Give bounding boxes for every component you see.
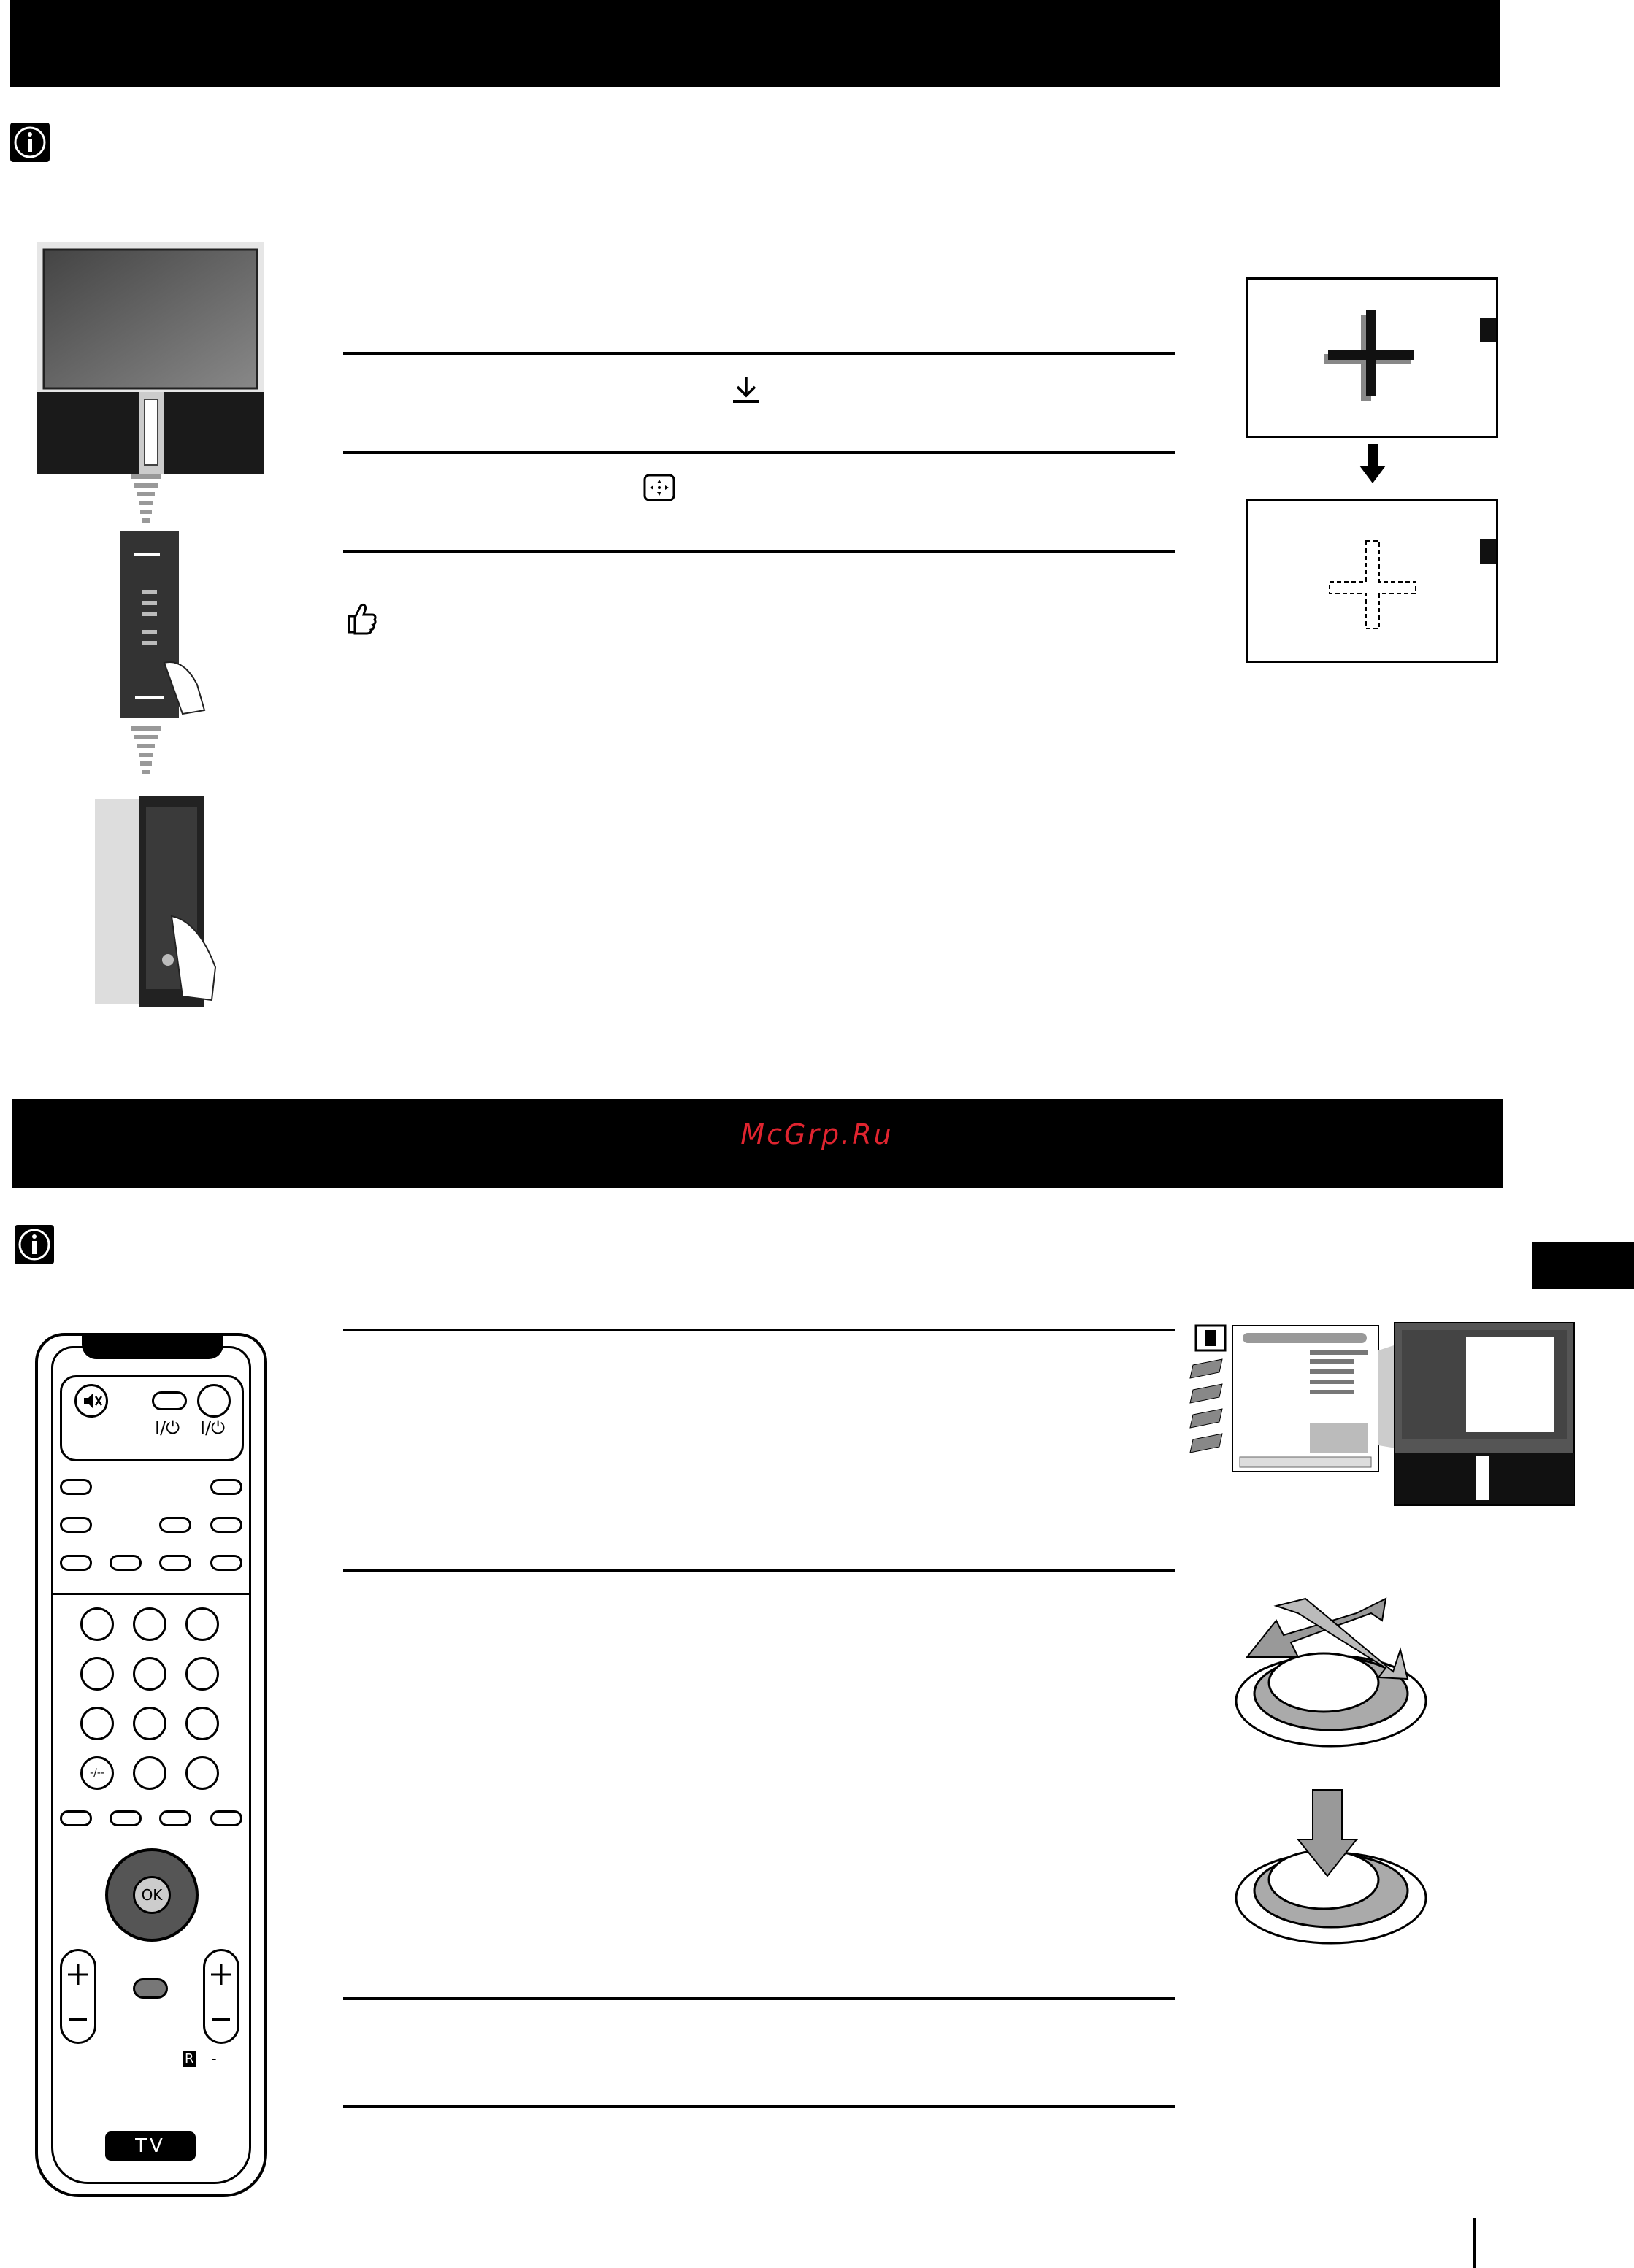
number-button[interactable] bbox=[133, 1707, 166, 1740]
number-button[interactable] bbox=[185, 1607, 219, 1641]
jump-button[interactable] bbox=[185, 1756, 219, 1790]
dash-label: - bbox=[212, 2051, 217, 2067]
number-button[interactable] bbox=[80, 1657, 114, 1691]
download-arrow-icon bbox=[730, 374, 762, 406]
screen-mode-button[interactable] bbox=[159, 1810, 191, 1826]
control-panel-illustration bbox=[120, 531, 208, 721]
number-button[interactable] bbox=[133, 1607, 166, 1641]
step-divider bbox=[343, 451, 1175, 454]
mute-button[interactable] bbox=[74, 1384, 108, 1418]
r-label: R bbox=[183, 2051, 196, 2067]
function-button[interactable] bbox=[60, 1555, 92, 1571]
info-icon bbox=[15, 1225, 54, 1264]
volume-rocker[interactable] bbox=[60, 1949, 96, 2044]
standby-button[interactable] bbox=[152, 1391, 187, 1410]
info-icon bbox=[10, 123, 50, 162]
number-button[interactable] bbox=[80, 1607, 114, 1641]
number-button[interactable] bbox=[185, 1707, 219, 1740]
convergence-after-diagram bbox=[1246, 499, 1498, 663]
page-number-rule bbox=[1473, 2218, 1476, 2268]
step-divider bbox=[343, 1569, 1175, 1572]
remote-ir-window bbox=[82, 1336, 223, 1359]
power-button[interactable] bbox=[197, 1384, 231, 1418]
picture-frame-adjust-icon bbox=[643, 473, 676, 502]
tv-label-plate bbox=[105, 2131, 196, 2161]
number-button[interactable] bbox=[185, 1657, 219, 1691]
beam-connector bbox=[131, 474, 161, 533]
front-panel-illustration bbox=[88, 792, 234, 1011]
chapter-tab-marker bbox=[1532, 1242, 1634, 1289]
picture-mode-button[interactable] bbox=[110, 1810, 142, 1826]
joystick-tilt-illustration bbox=[1232, 1591, 1430, 1752]
step-divider bbox=[343, 2105, 1175, 2108]
function-button[interactable] bbox=[159, 1517, 191, 1533]
menu-screen-illustration bbox=[1189, 1321, 1576, 1511]
function-button[interactable] bbox=[159, 1555, 191, 1571]
function-button[interactable] bbox=[210, 1517, 242, 1533]
function-button[interactable] bbox=[60, 1479, 92, 1495]
remote-divider bbox=[51, 1593, 251, 1595]
position-button[interactable] bbox=[210, 1810, 242, 1826]
sound-mode-button[interactable] bbox=[60, 1810, 92, 1826]
step-divider bbox=[343, 550, 1175, 553]
arrow-down-icon bbox=[1359, 444, 1386, 485]
remote-control-illustration bbox=[35, 1333, 267, 2197]
digit-entry-label: -/-- bbox=[90, 1767, 104, 1779]
step-divider bbox=[343, 1997, 1175, 2000]
program-rocker[interactable] bbox=[203, 1949, 239, 2044]
ok-button[interactable] bbox=[133, 1876, 171, 1914]
ok-label: OK bbox=[141, 1886, 163, 1904]
function-button[interactable] bbox=[210, 1555, 242, 1571]
thumbs-up-icon bbox=[342, 599, 380, 637]
beam-connector bbox=[131, 726, 161, 785]
projection-tv-illustration bbox=[37, 242, 264, 474]
digit-entry-button[interactable] bbox=[80, 1756, 114, 1790]
number-button[interactable] bbox=[80, 1707, 114, 1740]
menu-button[interactable] bbox=[133, 1978, 168, 1999]
function-button[interactable] bbox=[60, 1517, 92, 1533]
number-button[interactable] bbox=[133, 1657, 166, 1691]
power-label-right: I/⏻ bbox=[200, 1418, 226, 1438]
function-button[interactable] bbox=[110, 1555, 142, 1571]
number-button[interactable] bbox=[133, 1756, 166, 1790]
function-button[interactable] bbox=[210, 1479, 242, 1495]
power-label-left: I/⏻ bbox=[155, 1418, 180, 1438]
convergence-before-diagram bbox=[1246, 277, 1498, 438]
navigation-joystick[interactable] bbox=[105, 1848, 199, 1942]
watermark-text: McGrp.Ru bbox=[740, 1118, 894, 1150]
step-divider bbox=[343, 1329, 1175, 1331]
tv-label: TV bbox=[135, 2135, 166, 2157]
step-divider bbox=[343, 352, 1175, 355]
joystick-press-illustration bbox=[1232, 1788, 1430, 1949]
section-1-header-bar bbox=[10, 0, 1500, 87]
